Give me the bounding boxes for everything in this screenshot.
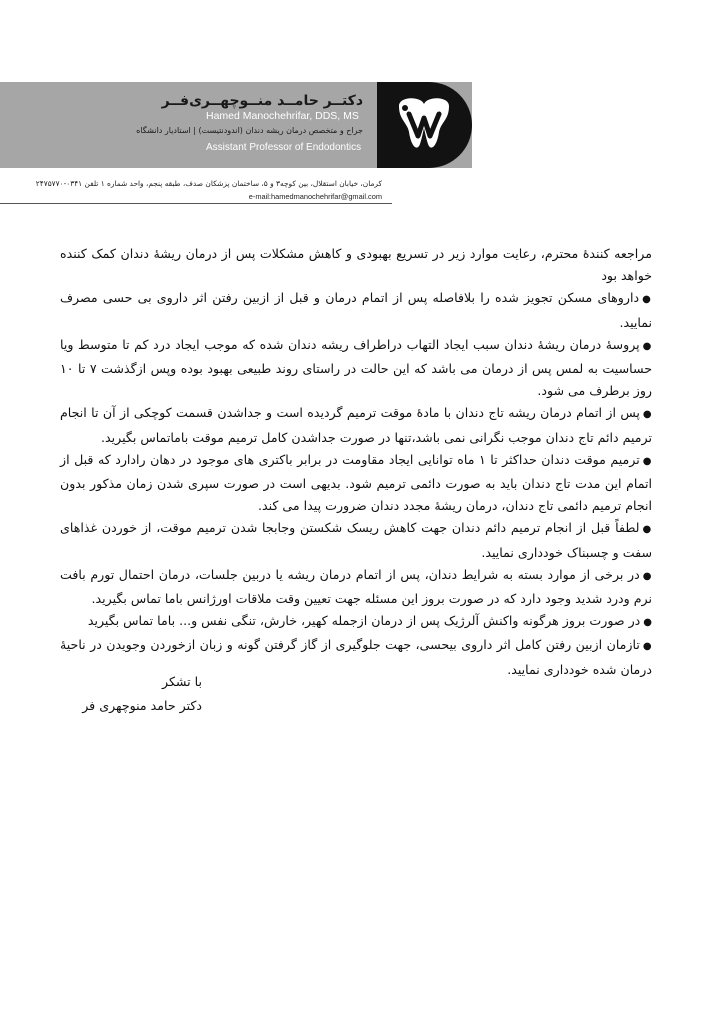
list-item	[60, 334, 652, 403]
list-item-text: تازمان ازبین رفتن کامل اثر داروی بیحسی، جهت جلوگیری از گاز گرفتن گونه و زبان ازخوردن وجویدن در ناحیهٔ درمان شده خودداری نمایید.	[60, 637, 652, 677]
list-item	[60, 402, 652, 448]
letter-intro: مراجعه کنندهٔ محترم، رعایت موارد زیر در تسریع بهبودی و کاهش مشکلات پس از درمان ریشهٔ دندان کمک کننده خواهد بود	[60, 246, 652, 284]
doctor-title-en: Assistant Professor of Endodontics	[206, 142, 362, 153]
list-item-text: لطفاً قبل از انجام ترمیم دائم دندان جهت کاهش ریسک شکستن وجابجا شدن ترمیم موقت، از خوردن غذاهای سفت و چسبناک خودداری نمایید.	[60, 520, 652, 560]
bullet-icon: ●	[642, 524, 652, 536]
letter-closing	[82, 670, 202, 718]
list-item	[60, 517, 652, 563]
tooth-logo-icon	[391, 92, 457, 158]
header-divider	[0, 203, 392, 204]
closing-thanks: با تشکر	[162, 674, 202, 689]
doctor-title-fa: جراح و متخصص درمان ریشه دندان (اندودنتیست) | استادیار دانشگاه	[136, 126, 363, 135]
bullet-icon: ●	[643, 617, 652, 629]
list-item-text: در برخی از موارد بسته به شرایط دندان، پس از اتمام درمان ریشه یا دربین جلسات، درمان احتمال تورم بافت نرم ودرد شدید وجود دارد که در صورت بروز این مسئله جهت تعیین وقت ملاقات اورژانس باما تماس بگیرید.	[60, 566, 652, 607]
address-line: کرمان، خیابان استقلال، بین کوچه۳ و ۵، ساختمان پزشکان صدف، طبقه پنجم، واحد شماره ۱ تلفن ۰۳۴۱-۲۴۷۵۷۷۰	[35, 179, 382, 188]
list-item-text: ترمیم موقت دندان حداکثر تا ۱ ماه توانایی ایجاد مقاومت در برابر باکتری های موجود در دهان رادارد که قبل از اتمام این مدت تاج دندان باید به صورت دائمی ترمیم شود. بدیهی است در صورت سپری شدن زمان مذکور بدون انجام ترمیم دائمی تاج دندان، درمان ریشهٔ مجدد دندان ضرورت پیدا می کند.	[60, 451, 652, 514]
list-item-text: پروسهٔ درمان ریشهٔ دندان سبب ایجاد التهاب دراطراف ریشه دندان شده که موجب ایجاد درد کم تا متوسط ویا حساسیت به لمس پس از درمان می باشد که این حالت در راستای روند طبیعی بهبود بوده وپس ازگذشت ۷ تا ۱۰ روز برطرف می شود.	[60, 336, 652, 399]
list-item-text: پس از اتمام درمان ریشه تاج دندان با مادهٔ موقت ترمیم گردیده است و جداشدن قسمت کوچکی از آن تا انجام ترمیم دائم تاج دندان موجب نگرانی نمی باشد،تنها در صورت جداشدن کامل ترمیم موقت باماتماس بگیرید.	[60, 405, 652, 445]
list-item	[60, 610, 652, 634]
doctor-name-en: Hamed Manochehrifar, DDS, MS	[206, 110, 359, 122]
bullet-icon: ●	[642, 294, 652, 306]
bullet-icon: ●	[642, 340, 652, 352]
doctor-name-fa: دکتــر حامــد منــوچهــری‌فــر	[161, 93, 363, 109]
list-item	[60, 287, 652, 333]
bullet-icon: ●	[642, 641, 652, 653]
logo-block	[377, 82, 472, 168]
list-item-text: داروهای مسکن تجویز شده را بلافاصله پس از اتمام درمان و قبل از ازبین رفتن اثر داروی بی حسی مصرف نمایید.	[60, 290, 652, 330]
email-line: e-mail:hamedmanochehrifar@gmail.com	[248, 192, 382, 201]
list-item	[60, 449, 652, 518]
list-item-text: در صورت بروز هرگونه واکنش آلرژیک پس از درمان ازجمله کهیر، خارش، تنگی نفس و... باما تماس بگیرید	[87, 613, 641, 629]
letter-body	[60, 243, 652, 681]
signature-name: دکتر حامد منوچهری فر	[82, 698, 202, 713]
bullet-icon: ●	[642, 409, 652, 421]
bullet-icon: ●	[642, 455, 652, 467]
list-item	[60, 564, 652, 610]
bullet-icon: ●	[642, 570, 652, 582]
